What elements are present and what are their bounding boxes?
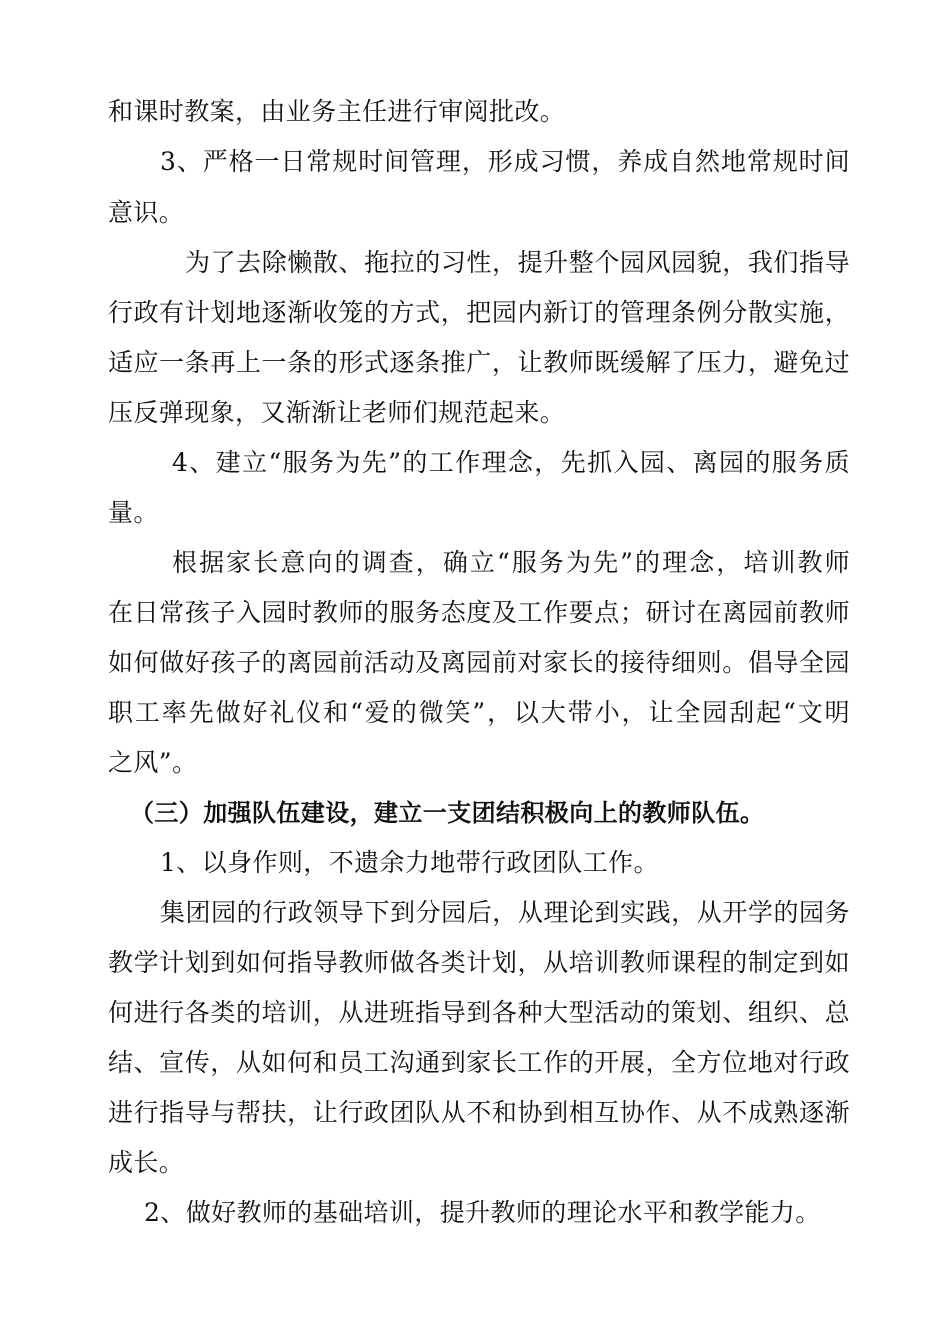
paragraph-line: 3、严格一日常规时间管理，形成习惯，养成自然地常规时间 (160, 147, 850, 176)
paragraph-line: 根据家长意向的调查，确立“服务为先”的理念，培训教师 (172, 548, 850, 577)
paragraph-line: 何进行各类的培训，从进班指导到各种大型活动的策划、组织、总 (108, 998, 850, 1027)
paragraph-line: 教学计划到如何指导教师做各类计划，从培训教师课程的制定到如 (108, 948, 850, 977)
paragraph-line: 如何做好孩子的离园前活动及离园前对家长的接待细则。倡导全园 (108, 648, 850, 677)
paragraph-line: 在日常孩子入园时教师的服务态度及工作要点；研讨在离园前教师 (108, 598, 850, 627)
paragraph-line: 集团园的行政领导下到分园后，从理论到实践，从开学的园务 (160, 898, 850, 927)
paragraph-line: 进行指导与帮扶，让行政团队从不和协到相互协作、从不成熟逐渐 (108, 1098, 850, 1127)
paragraph-line: 4、建立“服务为先”的工作理念，先抓入园、离园的服务质 (172, 448, 850, 477)
paragraph-line: 结、宣传，从如何和员工沟通到家长工作的开展，全方位地对行政 (108, 1048, 850, 1077)
paragraph-line: 行政有计划地逐渐收笼的方式，把园内新订的管理条例分散实施， (108, 298, 850, 327)
paragraph-line: 和课时教案，由业务主任进行审阅批改。 (108, 97, 566, 126)
paragraph-line: 为了去除懒散、拖拉的习性，提升整个园风园貌，我们指导 (185, 248, 850, 277)
paragraph-line: 职工率先做好礼仪和“爱的微笑”，以大带小，让全园刮起“文明 (108, 698, 850, 727)
paragraph-line: 压反弹现象，又渐渐让老师们规范起来。 (108, 398, 566, 427)
paragraph-line: 2、做好教师的基础培训，提升教师的理论水平和教学能力。 (144, 1198, 821, 1227)
paragraph-line: 量。 (108, 498, 159, 527)
section-heading: （三）加强队伍建设，建立一支团结积极向上的教师队伍。 (130, 799, 765, 827)
paragraph-line: 适应一条再上一条的形式逐条推广，让教师既缓解了压力，避免过 (108, 348, 850, 377)
paragraph-line: 之风”。 (108, 748, 198, 777)
paragraph-line: 成长。 (108, 1148, 185, 1177)
paragraph-line: 意识。 (108, 198, 185, 227)
paragraph-line: 1、以身作则，不遗余力地带行政团队工作。 (160, 848, 659, 877)
